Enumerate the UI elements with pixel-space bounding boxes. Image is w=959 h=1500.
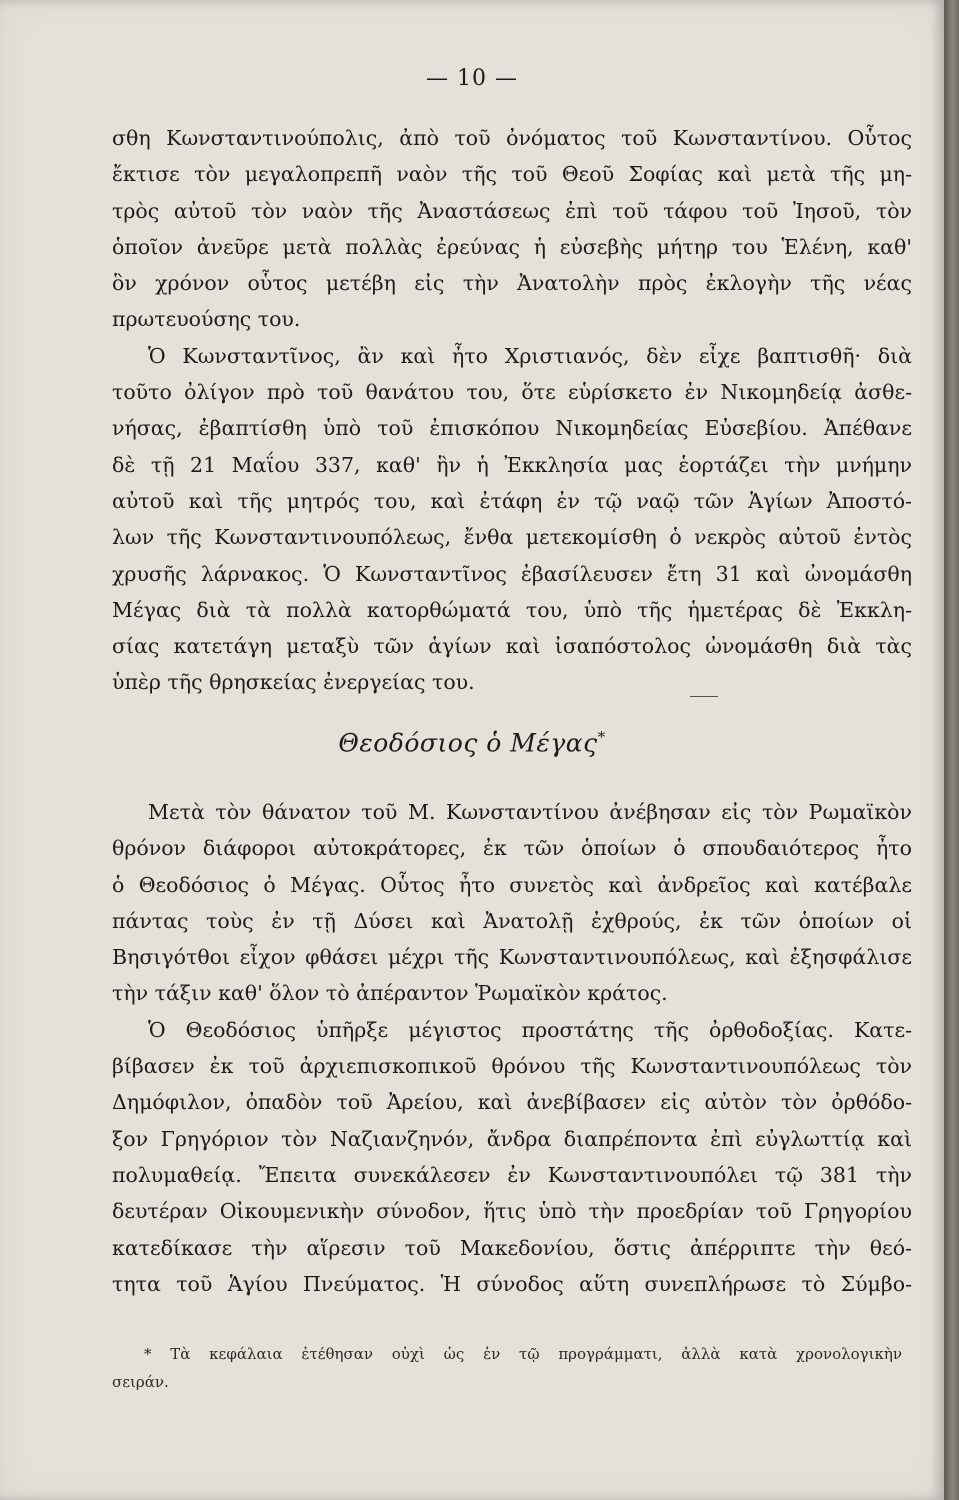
footnote-line: * Τὰ κεφάλαια ἐτέθησαν οὐχὶ ὡς ἐν τῷ προγράμματι, ἀλλὰ κατὰ χρονολογικὴν [144, 1345, 902, 1363]
heading-title: Θεοδόσιος ὁ Μέγας [338, 728, 598, 758]
text-line: Δημόφιλον, ὀπαδὸν τοῦ Ἀρείου, καὶ ἀνεβίβασεν εἰς αὐτὸν τὸν ὀρθόδο- [112, 1090, 912, 1115]
text-line: τητα τοῦ Ἁγίου Πνεύματος. Ἡ σύνοδος αὕτη συνεπλήρωσε τὸ Σύμβο- [112, 1271, 912, 1296]
text-line: ὑπὲρ τῆς θρησκείας ἐνεργείας του. [112, 670, 475, 695]
section-divider [690, 696, 718, 697]
text-line: δευτέραν Οἰκουμενικὴν σύνοδον, ἥτις ὑπὸ τὴν προεδρίαν τοῦ Γρηγορίου [112, 1199, 912, 1224]
text-line: τοῦτο ὀλίγον πρὸ τοῦ θανάτου του, ὅτε εὑρίσκετο ἐν Νικομηδείᾳ ἀσθε- [112, 380, 912, 405]
text-line: τρὸς αὐτοῦ τὸν ναὸν τῆς Ἀναστάσεως ἐπὶ τοῦ τάφου τοῦ Ἰησοῦ, τὸν [112, 198, 912, 223]
text-line: ὁ Θεοδόσιος ὁ Μέγας. Οὗτος ἦτο συνετὸς καὶ ἀνδρεῖος καὶ κατέβαλε [112, 872, 912, 897]
text-line: τὴν τάξιν καθ' ὅλον τὸ ἀπέραντον Ῥωμαϊκὸν κράτος. [112, 981, 668, 1006]
text-line: ξον Γρηγόριον τὸν Ναζιανζηνόν, ἄνδρα διαπρέποντα ἐπὶ εὐγλωττίᾳ καὶ [112, 1126, 912, 1151]
text-line: νήσας, ἐβαπτίσθη ὑπὸ τοῦ ἐπισκόπου Νικομηδείας Εὐσεβίου. Ἀπέθανε [112, 416, 912, 441]
text-line: Μετὰ τὸν θάνατον τοῦ Μ. Κωνσταντίνου ἀνέβησαν εἰς τὸν Ρωμαϊκὸν [148, 800, 912, 824]
footnote-marker: * [597, 728, 606, 746]
footnote [112, 1340, 902, 1396]
text-line: σθη Κωνσταντινούπολις, ἀπὸ τοῦ ὀνόματος τοῦ Κωνσταντίνου. Οὗτος [112, 126, 912, 150]
text-line: ἔκτισε τὸν μεγαλοπρεπῆ ναὸν τῆς τοῦ Θεοῦ Σοφίας καὶ μετὰ τῆς μη- [112, 162, 912, 187]
text-line: χρυσῆς λάρνακος. Ὁ Κωνσταντῖνος ἐβασίλευσεν ἔτη 31 καὶ ὠνομάσθη [112, 561, 912, 586]
section-heading [0, 728, 944, 757]
text-line: σίας κατετάγη μεταξὺ τῶν ἁγίων καὶ ἰσαπόστολος ὠνομάσθη διὰ τὰς [112, 634, 912, 659]
section-constantine-text [112, 120, 912, 701]
text-line: Βησιγότθοι εἶχον φθάσει μέχρι τῆς Κωνσταντινουπόλεως, καὶ ἐξησφάλισε [112, 945, 912, 970]
text-line: ὃν χρόνον οὗτος μετέβη εἰς τὴν Ἀνατολὴν πρὸς ἐκλογὴν τῆς νέας [112, 271, 912, 296]
text-line: αὐτοῦ καὶ τῆς μητρός του, καὶ ἐτάφη ἐν τῷ ναῷ τῶν Ἁγίων Ἀποστό- [112, 488, 912, 513]
text-line: πάντας τοὺς ἐν τῇ Δύσει καὶ Ἀνατολῇ ἐχθρούς, ἐκ τῶν ὁποίων οἱ [112, 908, 912, 933]
text-line: κατεδίκασε τὴν αἵρεσιν τοῦ Μακεδονίου, ὅστις ἀπέρριπτε τὴν θεό- [112, 1235, 912, 1260]
text-line: λων τῆς Κωνσταντινουπόλεως, ἔνθα μετεκομίσθη ὁ νεκρὸς αὐτοῦ ἐντὸς [112, 525, 912, 550]
text-line: ὁποῖον ἀνεῦρε μετὰ πολλὰς ἐρεύνας ἡ εὐσεβὴς μήτηρ του Ἑλένη, καθ' [112, 234, 912, 259]
section-theodosius-text [112, 794, 912, 1302]
page-number: — 10 — [426, 66, 518, 91]
text-line: Ὁ Θεοδόσιος ὑπῆρξε μέγιστος προστάτης τῆς ὀρθοδοξίας. Κατε- [148, 1017, 912, 1042]
page-edge [944, 0, 959, 1500]
text-line: Ὁ Κωνσταντῖνος, ἂν καὶ ἦτο Χριστιανός, δὲν εἶχε βαπτισθῆ· διὰ [148, 343, 912, 368]
text-line: πολυμαθείᾳ. Ἔπειτα συνεκάλεσεν ἐν Κωνσταντινουπόλει τῷ 381 τὴν [112, 1162, 912, 1187]
text-line: Μέγας διὰ τὰ πολλὰ κατορθώματά του, ὑπὸ τῆς ἡμετέρας δὲ Ἐκκλη- [112, 597, 912, 622]
text-line: θρόνον διάφοροι αὐτοκράτορες, ἐκ τῶν ὁποίων ὁ σπουδαιότερος ἦτο [112, 836, 912, 861]
footnote-line: σειράν. [112, 1373, 169, 1391]
text-line: δὲ τῇ 21 Μαΐου 337, καθ' ἣν ἡ Ἐκκλησία μας ἑορτάζει τὴν μνήμην [112, 452, 912, 477]
text-line: πρωτευούσης του. [112, 307, 301, 332]
text-line: βίβασεν ἐκ τοῦ ἀρχιεπισκοπικοῦ θρόνου τῆς Κωνσταντινουπόλεως τὸν [112, 1054, 912, 1079]
